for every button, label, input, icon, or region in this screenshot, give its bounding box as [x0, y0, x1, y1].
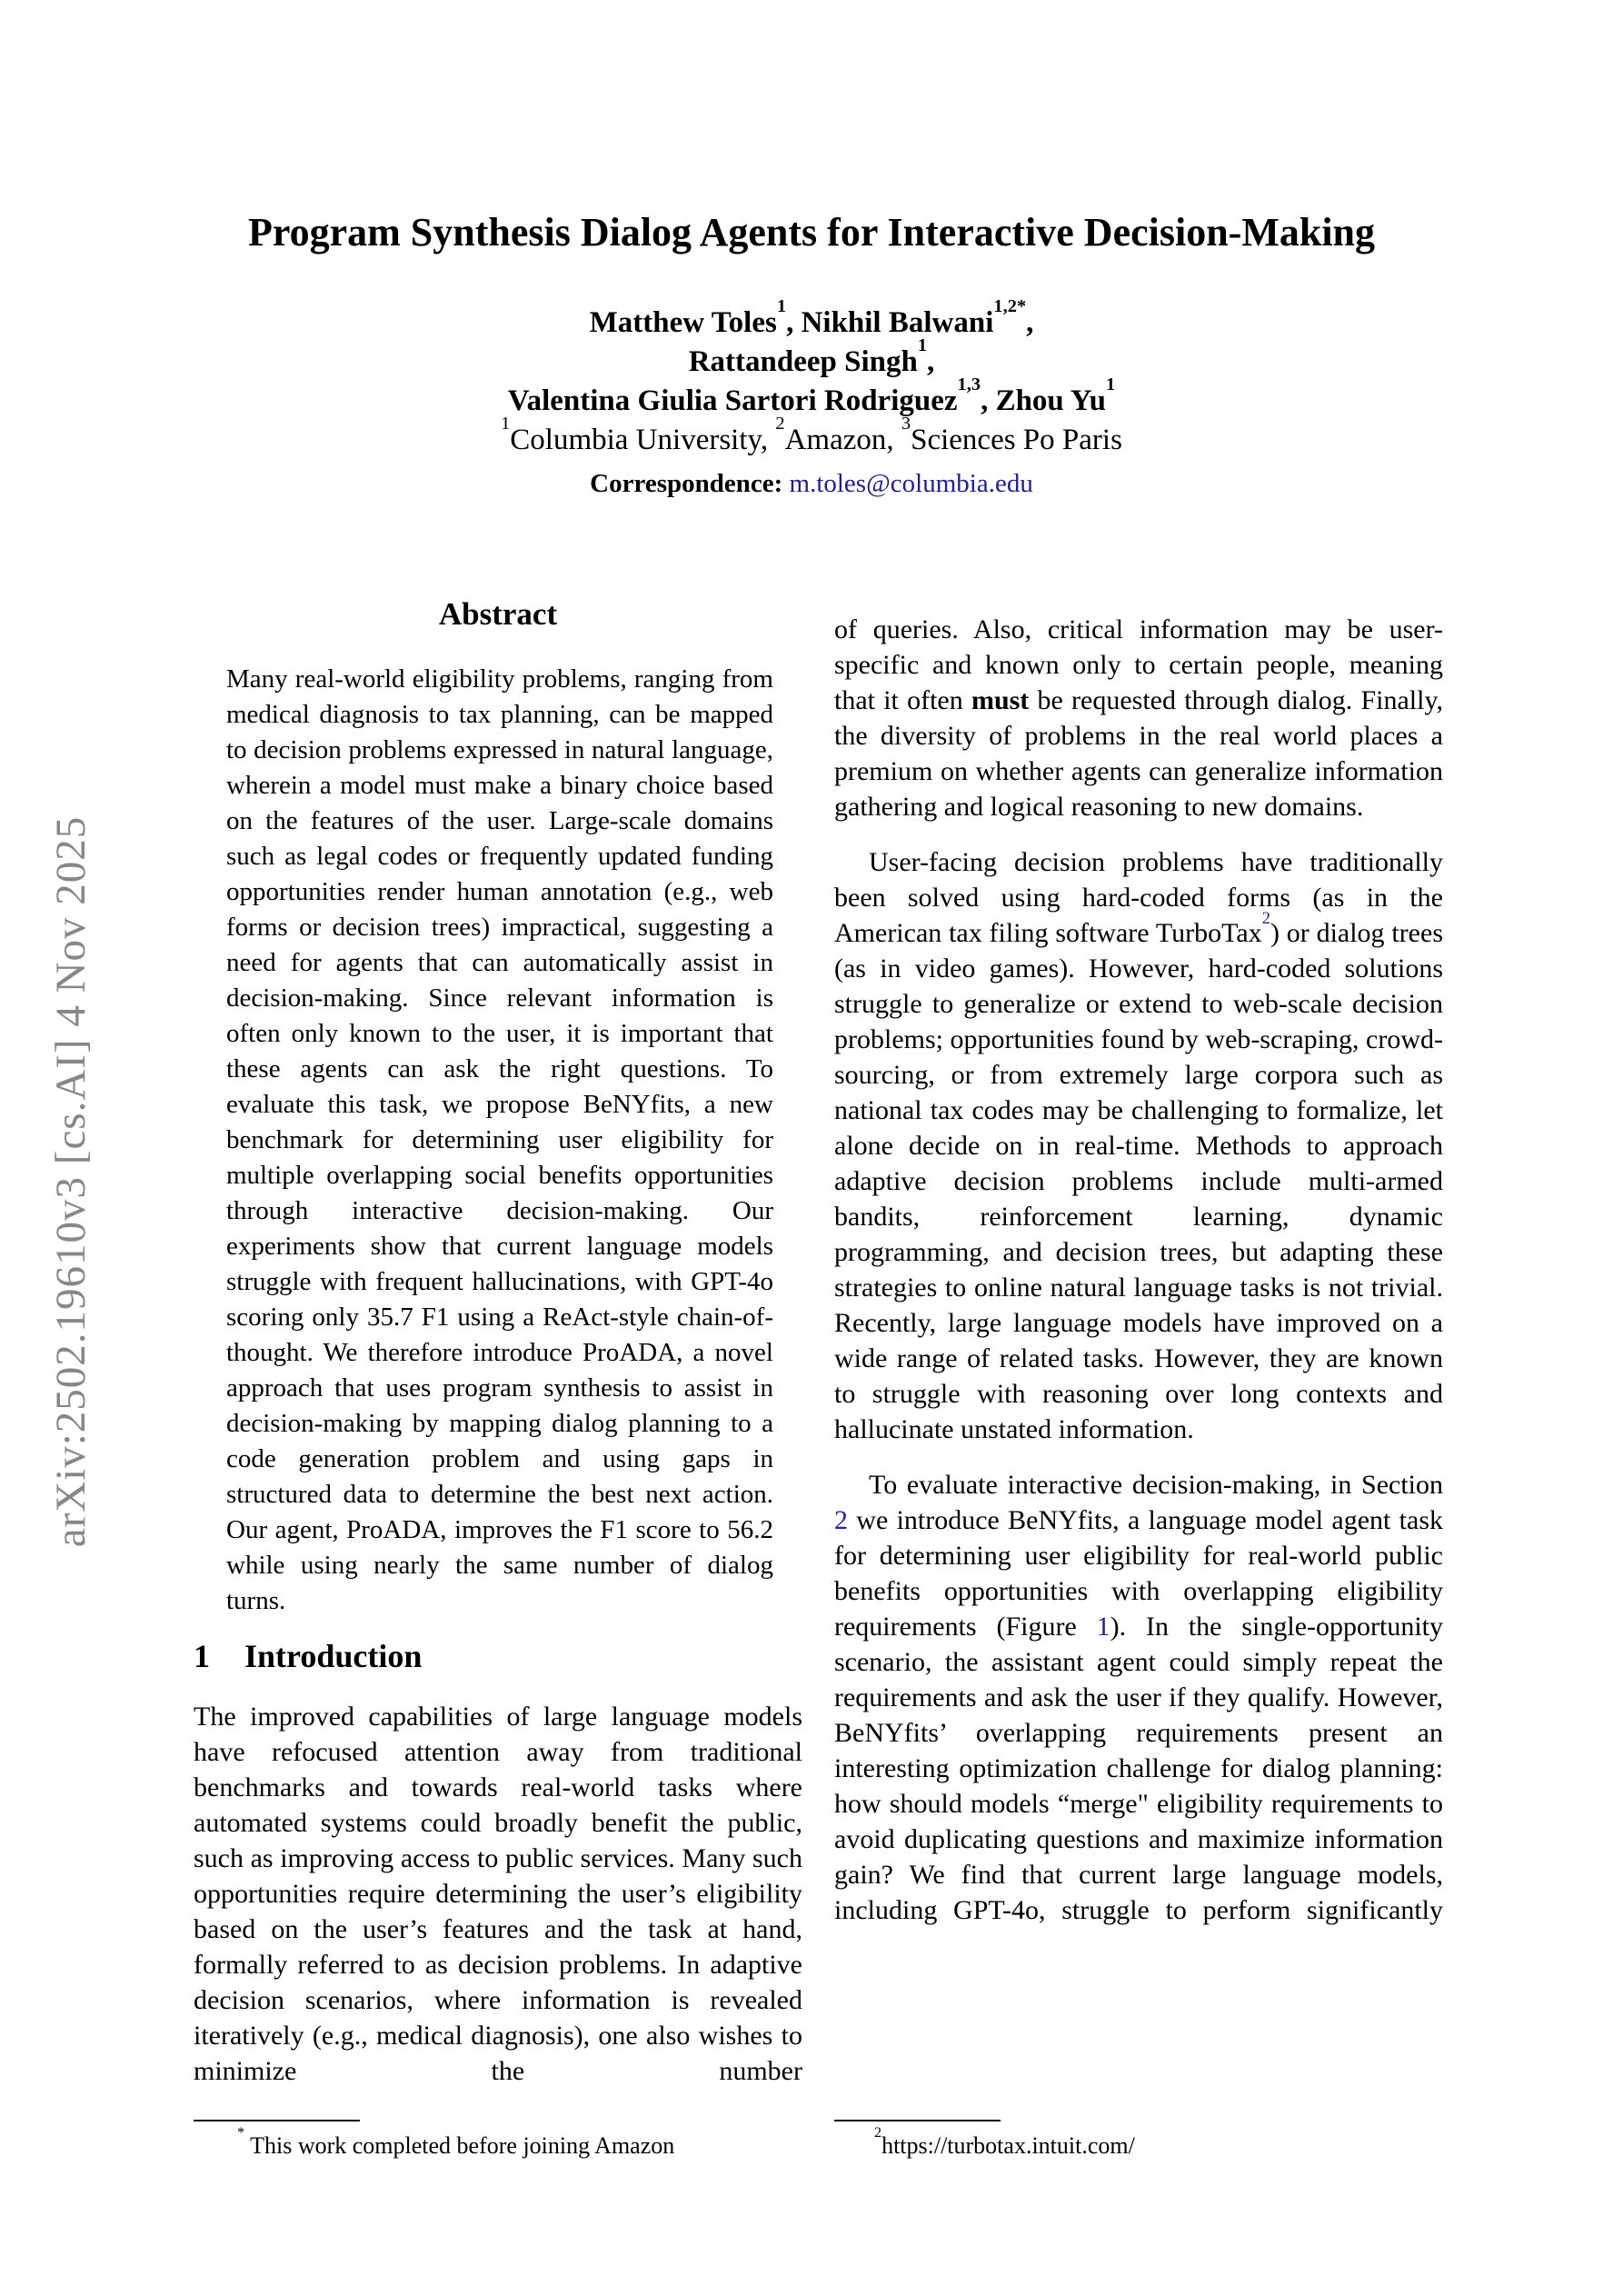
abstract-text: Many real-world eligibility problems, ranging from medical diagnosis to tax planning, can be mapped to decision problems expressed in natural language, wherein a model must make a binary choice based on the features of the user. Large-scale domains such as legal codes or frequently updated funding opportunities render human annotation (e.g., web forms or decision trees) impractical, suggesting a need for agents that can automatically assist in decision-making. Since relevant information is often only known to the user, it is important that these agents can ask the right questions. To evaluate this task, we propose BeNYfits, a new benchmark for determining user eligibility for multiple overlapping social benefits opportunities through interactive decision-making. Our experiments show that current language models struggle with frequent hallucinations, with GPT-4o scoring only 35.7 F1 using a ReAct-style chain-of-thought. We therefore introduce ProADA, a novel approach that uses program synthesis to assist in decision-making by mapping dialog planning to a code generation problem and using gaps in structured data to determine the best next action. Our agent, ProADA, improves the F1 score to 56.2 while using nearly the same number of dialog turns.: [226, 664, 773, 1615]
abstract-heading: Abstract: [438, 596, 558, 632]
intro-paragraph-2: User-facing decision problems have traditionally been solved using hard-coded forms (as in the American tax filing software TurboTax$^2$) or dialog trees (as in video games). However, hard-coded solutions struggle to generalize or extend to web-scale decision problems; opportunities found by web-scraping, crowd-sourcing, or from extremely large corpora such as national tax codes may be challenging to formalize, let alone decide on in real-time. Methods to approach adaptive decision problems include multi-armed bandits, reinforcement learning, dynamic programming, and decision trees, but adapting these strategies to online natural language tasks is not trivial. Recently, large language models have improved on a wide range of related tasks. However, they are known to struggle with reasoning over long contexts and hallucinate unstated information.: [834, 847, 1443, 1444]
footnote-turbotax: $^2$https://turbotax.intuit.com/: [874, 2125, 1135, 2159]
correspondence-label: Correspondence:: [590, 469, 783, 498]
footnote-thanks: * This work completed before joining Amazon: [237, 2125, 675, 2159]
figure-1-ref[interactable]: 1: [1096, 1612, 1110, 1642]
author-line-1: Matthew Toles$^1$, Nikhil Balwani$^{1,2*}$,: [589, 295, 1034, 339]
turbotax-footnote-ref[interactable]: 2: [1261, 908, 1270, 928]
correspondence-line: [0, 465, 1623, 502]
intro-paragraph-1-continued: of queries. Also, critical information may be user-specific and known only to certain people, meaning that it often must be requested through dialog. Finally, the diversity of problems in the real world places a premium on whether agents can generalize information gathering and logical reasoning to new domains.: [834, 614, 1443, 822]
footnote-right: [834, 2120, 1443, 2161]
left-column: [194, 591, 802, 2089]
arxiv-watermark: arXiv:2502.19610v3 [cs.AI] 4 Nov 2025: [47, 815, 95, 1548]
turbotax-url[interactable]: https://turbotax.intuit.com/: [881, 2132, 1135, 2159]
intro-paragraph-3: To evaluate interactive decision-making, in Section 2 we introduce BeNYfits, a language model agent task for determining user eligibility for real-world public benefits opportunities with overlapping eligibility requirements (Figure 1). In the single-opportunity scenario, the assistant agent could simply repeat the requirements and ask the user if they qualify. However, BeNYfits’ overlapping requirements present an interesting optimization challenge for dialog planning: how should models “merge" eligibility requirements to avoid duplicating questions and maximize information gain? We find that current large language models, including GPT-4o, struggle to perform significantly: [834, 1470, 1443, 1925]
correspondence-email-link[interactable]: m.toles@columbia.edu: [789, 469, 1033, 498]
section-number: 1: [194, 1638, 210, 1674]
section-2-ref[interactable]: 2: [834, 1505, 848, 1535]
author-line-3: Valentina Giulia Sartori Rodriguez$^{1,3}$, Zhou Yu$^1$: [507, 374, 1116, 417]
section-heading-introduction: [194, 1635, 802, 1677]
paper-title: Program Synthesis Dialog Agents for Interactive Decision-Making: [247, 210, 1376, 255]
footnote-rule-right: [834, 2120, 1001, 2121]
right-column: [834, 591, 1443, 1928]
section-title: Introduction: [244, 1638, 423, 1674]
intro-paragraph-1: The improved capabilities of large language models have refocused attention away from traditional benchmarks and towards real-world tasks where automated systems could broadly benefit the public, such as improving access to public services. Many such opportunities require determining the user’s eligibility based on the user’s features and the task at hand, formally referred to as decision problems. In adaptive decision scenarios, where information is revealed iteratively (e.g., medical diagnosis), one also wishes to minimize the number: [194, 1702, 802, 2086]
footnote-rule-left: [194, 2120, 360, 2121]
author-block: [0, 295, 1623, 502]
affiliation-line: $^1$Columbia University, $^2$Amazon, $^3$Sciences Po Paris: [501, 413, 1122, 456]
author-line-2: Rattandeep Singh$^1$,: [688, 334, 935, 378]
footnote-left: [194, 2120, 802, 2161]
